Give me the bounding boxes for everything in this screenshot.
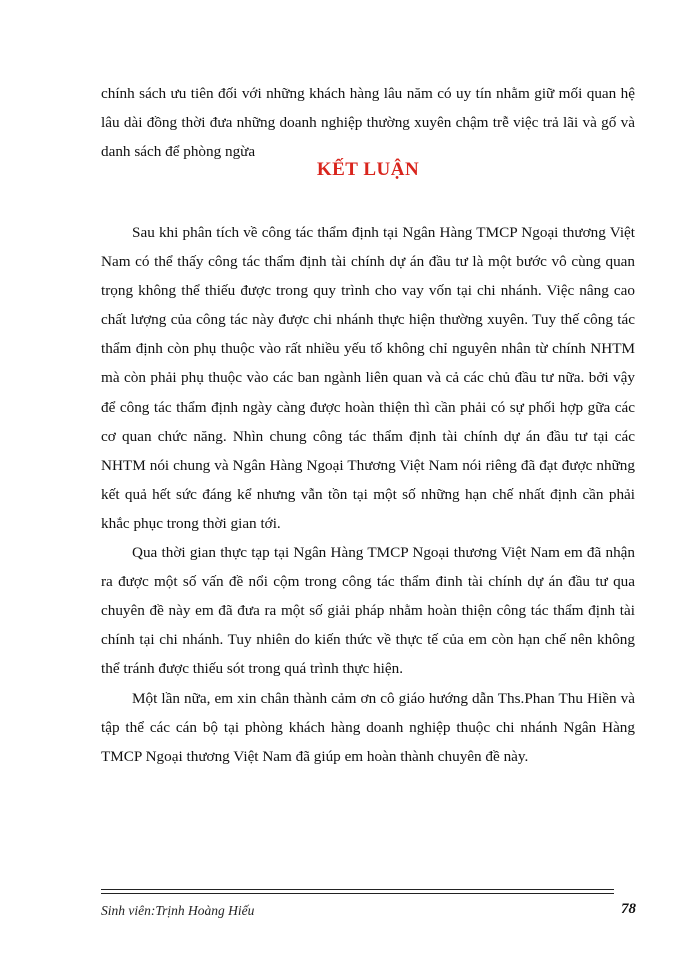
conclusion-paragraph: Một lần nữa, em xin chân thành cảm ơn cô giáo hướng dẫn Ths.Phan Thu Hiền và tập thể các cán bộ tại phòng khách hàng doanh nghiệp thuộc chi nhánh Ngân Hàng TMCP Ngoại thương Việt Nam đã giúp em hoàn thành chuyên đề này. bbox=[101, 689, 635, 765]
conclusion-paragraph: Qua thời gian thực tạp tại Ngân Hàng TMCP Ngoại thương Việt Nam em đã nhận ra được một số vấn đề nổi cộm trong công tác thẩm đinh tài chính dự án đầu tư qua chuyên đề này em đã đưa ra một số giải pháp nhằm hoàn thiện công tác thẩm định tài chính tại chi nhánh. Tuy nhiên do kiến thức về thực tế của em còn hạn chế nên không thể tránh được thiếu sót trong quá trình thực hiện. bbox=[101, 544, 635, 678]
footer-author: Sinh viên:Trịnh Hoàng Hiếu bbox=[101, 903, 255, 918]
footer-rule bbox=[101, 889, 614, 890]
conclusion-body bbox=[101, 218, 635, 771]
footer-rule bbox=[101, 893, 614, 894]
section-heading: KẾT LUẬN bbox=[316, 159, 420, 180]
conclusion-paragraph: Sau khi phân tích về công tác thẩm định tại Ngân Hàng TMCP Ngoại thương Việt Nam có thể thấy công tác thẩm định tài chính dự án đầu tư là một bước vô cùng quan trọng không thể thiếu được trong quy trình cho vay vốn tại chi nhánh. Việc nâng cao chất lượng của công tác này được chi nhánh thực hiện thường xuyên. Tuy thế công tác thẩm định còn phụ thuộc vào rất nhiều yếu tố không chỉ nguyên nhân từ chính NHTM mà còn phải phụ thuộc vào các ban ngành liên quan và cả các chủ đầu tư nữa. bởi vậy để công tác thẩm định ngày càng được hoàn thiện thì cần phải có sự phối hợp gữa các cơ quan chức năng. Nhìn chung công tác thẩm định tài chính dự án đầu tư tại các NHTM nói chung và Ngân Hàng Ngoại Thương Việt Nam nói riêng đã đạt được những kết quả hết sức đáng kể nhưng vẫn tồn tại một số những hạn chế nhất định cần phải khắc phục trong thời gian tới. bbox=[101, 224, 635, 532]
intro-paragraph: chính sách ưu tiên đối với những khách hàng lâu năm có uy tín nhằm giữ mối quan hệ lâu dài đồng thời đưa những doanh nghiệp thường xuyên chậm trễ việc trả lãi và gố và danh sách để phòng ngừa bbox=[101, 85, 635, 161]
page-number: 78 bbox=[621, 901, 636, 917]
